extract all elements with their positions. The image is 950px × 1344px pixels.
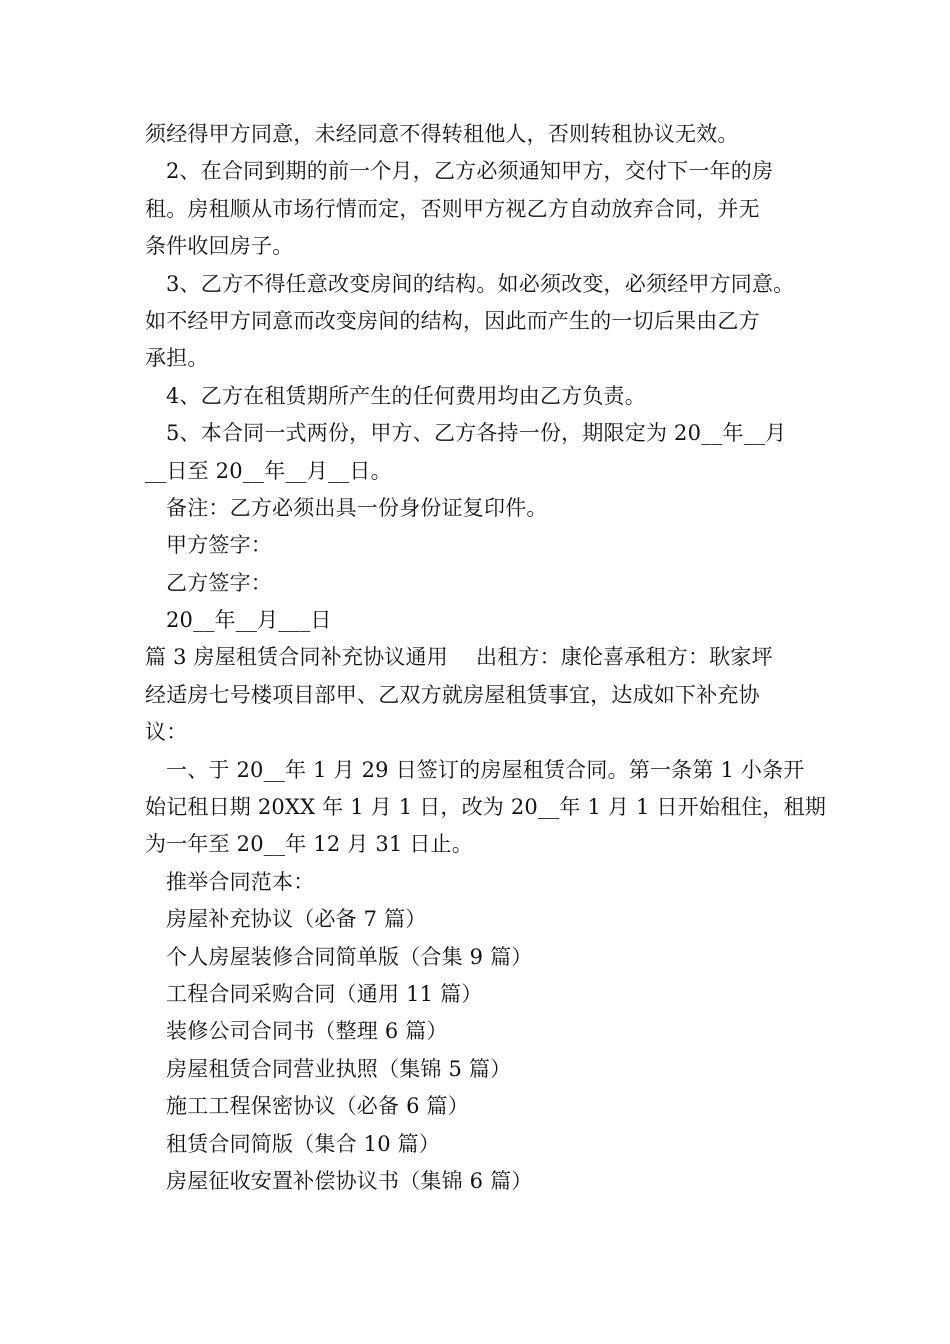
text-line: 推举合同范本： (166, 869, 315, 894)
text-line: 承担。 (145, 346, 209, 371)
text-line: 为一年至 20__年 12 月 31 日止。 (145, 832, 473, 857)
text-line: 如不经甲方同意而改变房间的结构，因此而产生的一切后果由乙方 (145, 308, 760, 333)
text-line: 房屋征收安置补偿协议书（集锦 6 篇） (166, 1168, 533, 1193)
text-line: 经适房七号楼项目部甲、乙双方就房屋租赁事宜，达成如下补充协 (145, 682, 760, 707)
text-line: 3、乙方不得任意改变房间的结构。如必须改变，必须经甲方同意。 (166, 271, 795, 296)
text-line: 房屋补充协议（必备 7 篇） (166, 907, 427, 932)
text-line: 备注：乙方必须出具一份身份证复印件。 (166, 495, 548, 520)
text-line: 一、于 20__年 1 月 29 日签订的房屋租赁合同。第一条第 1 小条开 (166, 757, 805, 782)
text-line: 甲方签字： (166, 533, 272, 558)
text-line: 须经得甲方同意，未经同意不得转租他人，否则转租协议无效。 (145, 122, 739, 146)
text-line: __日至 20__年__月__日。 (145, 458, 392, 483)
text-line: 条件收回房子。 (145, 234, 294, 259)
text-line: 4、乙方在租赁期所产生的任何费用均由乙方负责。 (166, 383, 646, 408)
text-line: 20__年__月___日 (166, 608, 332, 633)
text-line: 工程合同采购合同（通用 11 篇） (166, 981, 483, 1006)
text-line: 5、本合同一式两份，甲方、乙方各持一份，期限定为 20__年__月 (166, 421, 787, 446)
text-line: 始记租日期 20XX 年 1 月 1 日，改为 20__年 1 月 1 日开始租住，租期 (145, 795, 827, 820)
text-line: 施工工程保密协议（必备 6 篇） (166, 1094, 469, 1119)
text-line: 篇 3 房屋租赁合同补充协议通用 出租方：康伦喜承租方：耿家坪 (145, 645, 773, 670)
document-page (145, 116, 825, 1200)
text-line: 租赁合同简版（集合 10 篇） (166, 1131, 441, 1156)
text-line: 装修公司合同书（整理 6 篇） (166, 1019, 448, 1044)
document-body (145, 116, 825, 1200)
text-line: 议： (145, 720, 188, 745)
text-line: 租。房租顺从市场行情而定，否则甲方视乙方自动放弃合同，并无 (145, 196, 760, 221)
text-line: 个人房屋装修合同简单版（合集 9 篇） (166, 944, 533, 969)
text-line: 2、在合同到期的前一个月，乙方必须通知甲方，交付下一年的房 (166, 159, 774, 184)
text-line: 房屋租赁合同营业执照（集锦 5 篇） (166, 1056, 512, 1081)
text-line: 乙方签字： (166, 570, 272, 595)
